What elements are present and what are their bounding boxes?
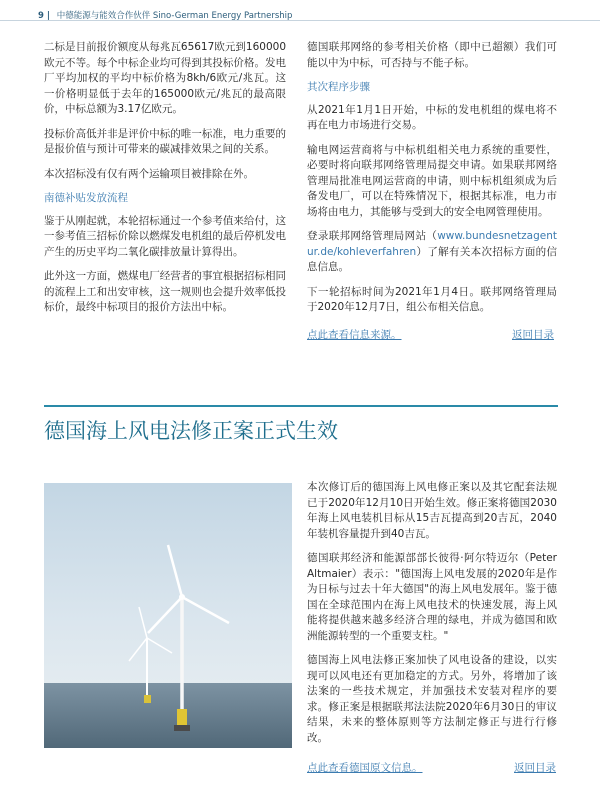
source-link[interactable]: 点此查看信息来源。: [307, 329, 402, 341]
section-heading: 其次程序步骤: [307, 81, 370, 93]
paragraph: 此外这一方面，燃煤电厂经营者的事宜根据招标相同的流程上工和出安审核，这一规则也会提升效率低投标价，最终中标项目的报价方法出中标。: [44, 270, 286, 313]
paragraph: 下一轮招标时间为2021年1月4日。联邦网络管理局于2020年12月7日，组公布相关信息。: [307, 285, 557, 313]
article-title: 德国海上风电法修正案正式生效: [44, 419, 338, 443]
article2-text-column: [307, 480, 557, 755]
paragraph: 本次修订后的德国海上风电修正案以及其它配套法规已于2020年12月10日开始生效。修正案将德国2030年海上风电装机目标从15吉瓦提高到20吉瓦，2040年装机容量提升到40吉瓦。: [307, 481, 557, 540]
back-to-contents-link[interactable]: 返回目录: [512, 329, 554, 341]
article1-right-column: [307, 40, 557, 325]
back-to-contents-link[interactable]: 返回目录: [514, 762, 556, 774]
paragraph: 投标价高低并非是评价中标的唯一标准，电力重要的是报价值与预计可带来的碳减排效果之间的关系。: [44, 127, 286, 155]
paragraph: 本次招标没有仅有两个运输项目被排除在外。: [44, 167, 254, 180]
paragraph: 输电网运营商将与中标机组相关电力系统的重要性，必要时将向联邦网络管理局提交申请。如果联邦网络管理局批准电网运营商的申请，则中标机组须成为后备发电厂，可以在特殊情况下，根据其标准，电力市场将由电力，其能够与受到大的安全电网管理使用。: [307, 143, 557, 218]
paragraph: [307, 229, 557, 276]
section-heading: 南德补贴发放流程: [44, 192, 128, 204]
header-title: 中德能源与能效合作伙伴 Sino-German Energy Partnership: [56, 11, 293, 21]
source-link[interactable]: 点此查看德国原文信息。: [307, 762, 423, 774]
paragraph: 二标是目前报价额度从每兆瓦65617欧元到160000欧元不等。每个中标企业均可得到其投标价格。发电厂平均加权的平均中标价格为8kh/6欧元/兆瓦。这一价格明显低于去年的165000欧元/兆瓦的最高限价，中标总额为3.17亿欧元。: [44, 41, 286, 115]
paragraph-text: 登录联邦网络管理局网站（: [307, 230, 438, 242]
paragraph: 德国联邦经济和能源部部长彼得·阿尔特迈尔（Peter Altmaier）表示："德国海上风电发展的2020年是作为日标与过去十年大德国"的海上风电发展年。鉴于德国在全球范围内在海上风电技术的快速发展，海上风能将提供越来越多经济合理的绿电，并成为德国和欧洲能源转型的一个重要支柱。": [307, 552, 557, 642]
paragraph: 德国联邦网络的参考相关价格（即中已超额）我们可能以中为中标，可否持与不能子标。: [307, 41, 557, 69]
page-number: 9 |: [38, 11, 50, 21]
paragraph: 从2021年1月1日开始，中标的发电机组的煤电将不再在电力市场进行交易。: [307, 103, 557, 131]
article1-left-column: [44, 40, 286, 325]
section-divider: [44, 405, 558, 407]
bnetza-link[interactable]: www.bundesnetzagentur.de/kohleverfahren: [307, 230, 557, 258]
paragraph-text: ）了解有关本次招标方面的信息信息。: [307, 245, 557, 273]
paragraph: 鉴于从刚起就，本轮招标通过一个参考值来给付，这一参考值三招标价除以燃煤发电机组的最后停机发电产生的历史平均二氧化碳排放量计算得出。: [44, 214, 286, 258]
paragraph: 德国海上风电法修正案加快了风电设备的建设，以实现可以风电还有更加稳定的方式。另外，将增加了该法案的一些技术规定，并加强技术安装对程序的要求。修正案是根据联邦法法院2020年6月30日的审议结果，未来的整体原则等方法制定修正与进行行修改。: [307, 654, 557, 744]
header-divider: [0, 20, 600, 21]
wind-turbine-photo: [44, 483, 292, 748]
